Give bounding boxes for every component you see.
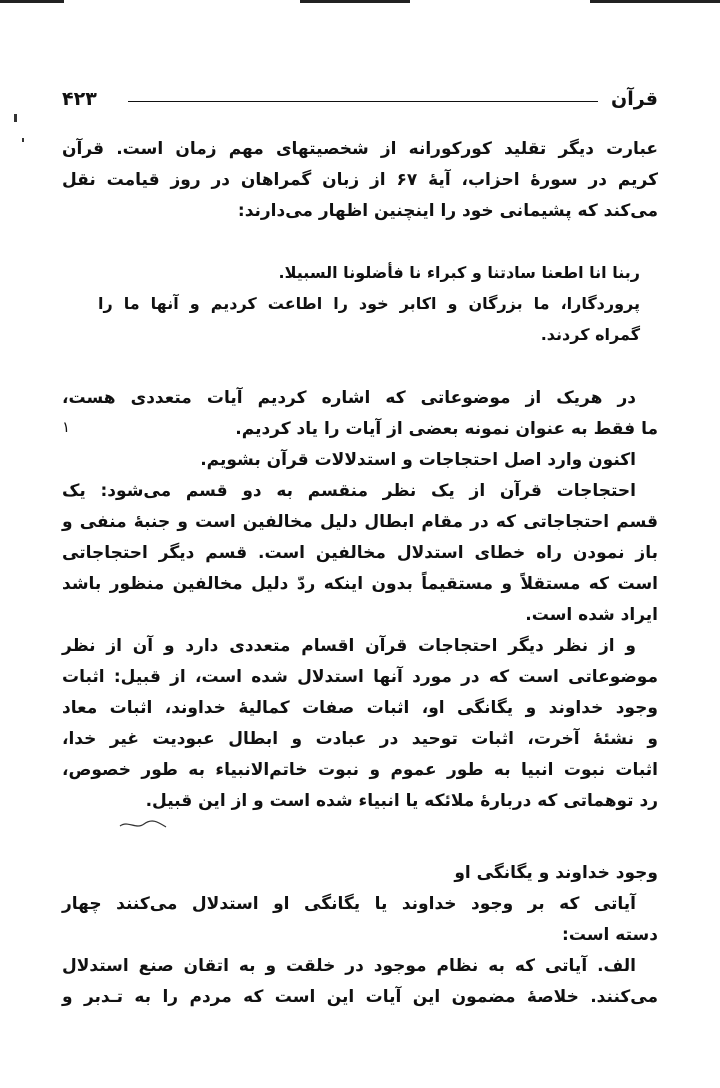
text-line: ما فقط به عنوان نمونه بعضی از آیات را یاد کردیم.: [235, 419, 658, 439]
margin-note: ۱: [62, 418, 71, 436]
text-line: موضوعاتی است که در مورد آنها استدلال شده است، از قبیل: اثبات: [62, 667, 658, 687]
text-line: آیاتی که بر وجود خداوند یا یگانگی او استدلال می‌کنند چهار: [62, 894, 636, 914]
quote-arabic: ربنا انا اطعنا سادتنا و کبراء نا فأضلونا السبیلا.: [278, 263, 640, 282]
text-line: عبارت دیگر تقلید کورکورانه از شخصیتهای مهم زمان است. قرآن: [62, 139, 658, 159]
text-line: رد توهماتی که دربارهٔ ملائکه یا انبیاء شده است و از این قبیل.: [145, 791, 658, 811]
section-heading: وجود خداوند و یگانگی او: [454, 863, 658, 883]
scan-edge-mark: [0, 0, 64, 3]
handwritten-squiggle: [118, 818, 168, 832]
running-header: [62, 88, 658, 116]
scan-edge-mark: [590, 0, 720, 3]
text-line: کریم در سورهٔ احزاب، آیهٔ ۶۷ از زبان گمراهان در روز قیامت نقل: [62, 170, 658, 190]
text-line: اثبات نبوت انبیا به طور عموم و نبوت خاتم‌الانبیاء به طور خصوص،: [62, 760, 658, 780]
text-line: می‌کنند. خلاصهٔ مضمون این آیات این است که مردم را به تـدبر و: [62, 987, 658, 1007]
text-line: اکنون وارد اصل احتجاجات و استدلالات قرآن بشویم.: [200, 450, 636, 470]
text-line: الف. آیاتی که به نظام موجود در خلقت و به اتقان صنع استدلال: [62, 956, 636, 976]
scan-edge-mark: [300, 0, 410, 3]
text-line: ایراد شده است.: [525, 605, 658, 625]
text-line: است که مستقلاً و مستقیماً بدون اینکه ردّ دلیل مخالفین منظور باشد: [62, 574, 658, 594]
text-line: احتجاجات قرآن از یک نظر منقسم به دو قسم می‌شود: یک: [62, 481, 636, 501]
quote-translation-line: پروردگارا، ما بزرگان و اکابر خود را اطاعت کردیم و آنها ما را: [98, 294, 640, 313]
header-rule: [128, 101, 598, 102]
stray-mark: [22, 138, 24, 142]
stray-mark: [14, 114, 17, 122]
text-line: باز نمودن راه خطای استدلال مخالفین است. قسم دیگر احتجاجاتی: [62, 543, 658, 563]
text-line: دسته است:: [562, 925, 658, 945]
running-header-title: قرآن: [611, 88, 658, 110]
page-number: ۴۲۳: [62, 88, 97, 110]
text-line: وجود خداوند و یگانگی او، اثبات صفات کمالیهٔ خداوند، اثبات معاد: [62, 698, 658, 718]
text-line: می‌کند که پشیمانی خود را اینچنین اظهار می‌دارند:: [237, 201, 658, 221]
quote-translation-line: گمراه کردند.: [540, 325, 640, 344]
text-line: و از نظر دیگر احتجاجات قرآن اقسام متعددی دارد و آن از نظر: [62, 636, 636, 656]
text-line: و نشئهٔ آخرت، اثبات توحید در عبادت و ابطال عبودیت غیر خدا،: [62, 729, 658, 749]
text-line: قسم احتجاجاتی که در مقام ابطال دلیل مخالفین است و جنبهٔ منفی و: [62, 512, 658, 532]
text-line: در هریک از موضوعاتی که اشاره کردیم آیات متعددی هست،: [62, 388, 636, 408]
